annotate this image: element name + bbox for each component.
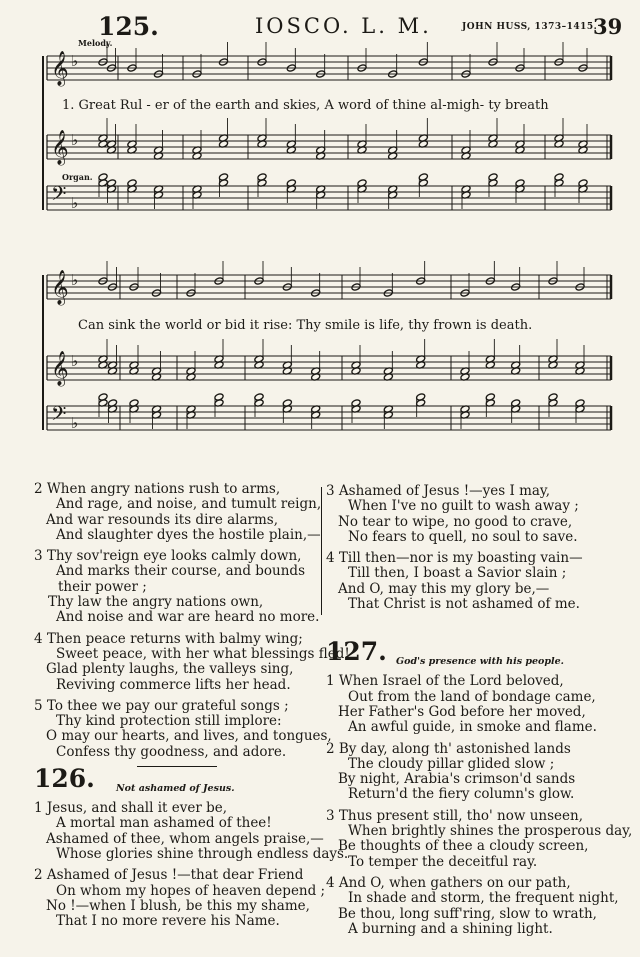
verse-text: Jesus, and shall it ever be, — [46, 800, 228, 817]
left-column — [34, 481, 350, 935]
flat-icon: ♭ — [71, 131, 79, 149]
section-divider — [137, 766, 217, 767]
verse-number: 1 — [34, 800, 47, 817]
flat-icon: ♭ — [71, 271, 79, 289]
verse-line — [326, 705, 626, 720]
hymn-127-heading — [326, 637, 626, 674]
hymn-126-title: Not ashamed of Jesus. — [116, 783, 235, 795]
verse-line — [34, 914, 319, 929]
verse-text: An awful guide, in smoke and flame. — [348, 719, 597, 736]
verse-line — [326, 566, 626, 581]
verse-text: Confess thy goodness, and adore. — [56, 743, 287, 760]
verse-line — [326, 876, 626, 891]
page-number: 39 — [593, 14, 623, 39]
verse-line — [326, 484, 626, 499]
verse-line — [34, 899, 319, 914]
verse-text: Ashamed of thee, whom angels praise,— — [46, 830, 324, 847]
verse-line — [34, 549, 319, 564]
verse-text: Ashamed of Jesus !—that dear Friend — [46, 867, 304, 884]
verse-text: By day, along th' astonished lands — [338, 740, 571, 757]
verse-text: By night, Arabia's crimson'd sands — [338, 771, 576, 788]
flat-icon: ♭ — [71, 414, 79, 432]
verse-text: Reviving commerce lifts her head. — [56, 676, 291, 693]
verse-number: 3 — [34, 548, 47, 565]
verse — [34, 867, 326, 930]
column-divider — [321, 487, 322, 615]
verse-text: Glad plenty laughs, the valleys sing, — [46, 661, 294, 678]
right-column — [326, 483, 633, 943]
verse-text: Till then—nor is my boasting vain— — [338, 550, 583, 567]
verse-text: O may our hearts, and lives, and tongues, — [46, 728, 332, 745]
verse-line — [34, 816, 319, 831]
melody-label: Melody. — [78, 38, 113, 48]
verse — [34, 800, 349, 862]
verse — [326, 551, 626, 612]
hymn-127-title: God's presence with his people. — [396, 656, 564, 668]
verse-text: That I no more revere his Name. — [56, 913, 280, 930]
verse-text: On whom my hopes of heaven depend ; — [56, 882, 326, 899]
verse-text: A burning and a shining light. — [348, 920, 553, 937]
verse-text: Then peace returns with balmy wing; — [46, 630, 303, 647]
verse-number: 4 — [326, 874, 339, 891]
verse-text: Out from the land of bondage came, — [348, 688, 596, 705]
verse — [326, 742, 626, 803]
verse-text: No tear to wipe, no good to crave, — [338, 513, 573, 530]
system1-lyrics: 1. Great Rul - er of the earth and skies, A word of thine al-migh- ty breath — [62, 98, 549, 113]
verse-text: Be thoughts of thee a cloudy screen, — [338, 838, 589, 855]
verse-line — [34, 496, 322, 513]
verse-text: Return'd the fiery column's glow. — [348, 786, 575, 803]
verse-text: When Israel of the Lord beloved, — [338, 673, 564, 690]
hymn-126-verses-right — [326, 484, 626, 612]
verse-number: 2 — [34, 481, 47, 497]
system2-lyrics: Can sink the world or bid it rise: Thy smile is life, thy frown is death. — [78, 318, 533, 333]
verse — [34, 549, 319, 625]
flat-icon: ♭ — [71, 194, 79, 212]
verse-text: And slaughter dyes the hostile plain,— — [56, 526, 321, 543]
bass-clef-icon: 𝄢 — [51, 182, 67, 210]
verse-text: And war resounds its dire alarms, — [46, 511, 279, 528]
verse-line — [326, 499, 626, 514]
verse-text: When brightly shines the prosperous day, — [348, 823, 633, 840]
verse-line — [326, 515, 626, 530]
verse-line — [326, 757, 626, 772]
verse — [34, 481, 322, 543]
verse-text: No fears to quell, no soul to save. — [348, 528, 578, 545]
verse-line — [34, 528, 319, 543]
verse-line — [34, 714, 319, 729]
verse-number: 3 — [326, 483, 339, 499]
verse-number: 4 — [34, 630, 47, 647]
verse-line — [326, 582, 626, 597]
verse-text: Thy law the angry nations own, — [48, 594, 264, 611]
verse-line — [326, 823, 633, 840]
verse-line — [326, 551, 626, 566]
music-score — [0, 0, 640, 470]
verse-line — [326, 597, 626, 612]
tune-name: IOSCO. L. M. — [255, 14, 432, 38]
verse-text: And O, when gathers on our path, — [338, 874, 571, 891]
treble-clef-icon: 𝄞 — [51, 270, 69, 305]
verse-text: The cloudy pillar glided slow ; — [348, 755, 555, 772]
verse-text: When I've no guilt to wash away ; — [348, 498, 579, 515]
verse-text: In shade and storm, the frequent night, — [348, 890, 619, 907]
verse-line — [326, 809, 626, 824]
verse-line — [326, 690, 626, 705]
verse-text: Sweet peace, with her what blessings fled! — [56, 645, 350, 662]
verse-line — [326, 839, 626, 854]
verse-text: Thus present still, tho' now unseen, — [338, 807, 584, 824]
verse-text: And noise and war are heard no more. — [56, 609, 320, 626]
hymn-125-verses — [34, 481, 350, 760]
verse-line — [34, 595, 319, 610]
verse-text: And rage, and noise, and tumult reign, — [56, 496, 322, 513]
verse-line — [326, 530, 626, 545]
verse-number: 4 — [326, 550, 339, 567]
verse-number: 3 — [326, 807, 339, 824]
flat-icon: ♭ — [71, 352, 79, 370]
hymn-number: 125. — [98, 12, 159, 41]
verse-text: Her Father's God before her moved, — [338, 703, 586, 720]
verse-line — [326, 742, 626, 757]
verse-line — [34, 830, 324, 847]
verse-line — [326, 907, 626, 922]
verse — [34, 697, 332, 760]
composer: JOHN HUSS, 1373–1415. — [462, 22, 598, 32]
hymn-126-heading — [34, 764, 319, 801]
verse-text: When angry nations rush to arms, — [46, 481, 281, 497]
verse-number: 2 — [326, 740, 339, 757]
verse-number: 1 — [326, 673, 339, 690]
verse — [326, 807, 633, 870]
verse-line — [34, 728, 332, 745]
verse-text: And marks their course, and bounds — [56, 563, 305, 580]
verse-line — [326, 891, 626, 906]
verse-text: A mortal man ashamed of thee! — [56, 815, 272, 832]
hymn-127-verses — [326, 673, 633, 937]
verse-text: And O, may this my glory be,— — [338, 580, 550, 597]
hymn-126-number: 126. — [34, 764, 95, 794]
verse — [326, 674, 626, 735]
bass-clef-icon: 𝄢 — [51, 402, 67, 430]
verse-line — [326, 855, 626, 870]
verse — [326, 484, 626, 545]
verse-line — [34, 662, 319, 677]
verse-text: That Christ is not ashamed of me. — [348, 596, 580, 613]
verse-text: To temper the deceitful ray. — [348, 853, 538, 870]
verse-number: 2 — [34, 867, 47, 884]
verse — [34, 630, 350, 693]
verse-line — [326, 720, 626, 735]
verse-text: Till then, I boast a Savior slain ; — [348, 565, 567, 582]
verse-line — [34, 801, 319, 816]
verse-text: No !—when I blush, be this my shame, — [46, 897, 310, 914]
verse-line — [34, 513, 319, 528]
treble-clef-icon: 𝄞 — [51, 351, 69, 386]
treble-clef-icon: 𝄞 — [51, 51, 69, 86]
verse-line — [34, 632, 319, 647]
hymn-126-verses-left — [34, 800, 349, 930]
hymn-127-number: 127. — [326, 637, 387, 667]
verse-line — [34, 699, 319, 714]
verse-text: Whose glories shine through endless days. — [56, 845, 349, 862]
verse-line — [34, 580, 319, 595]
verse-text: their power ; — [58, 578, 147, 595]
verse-line — [326, 772, 626, 787]
verse-line — [34, 610, 319, 625]
verse-line — [326, 922, 626, 937]
verse-text: Thy kind protection still implore: — [56, 713, 282, 730]
verse-line — [326, 674, 626, 689]
verse-line — [34, 745, 319, 760]
treble-clef-icon: 𝄞 — [51, 130, 69, 165]
verse-line — [326, 787, 626, 802]
verse-line — [34, 845, 349, 862]
verse — [326, 876, 626, 937]
verse-line — [34, 678, 319, 693]
verse-line — [34, 482, 319, 497]
organ-label: Organ. — [62, 172, 93, 182]
verse-number: 5 — [34, 697, 47, 714]
verse-text: To thee we pay our grateful songs ; — [46, 697, 289, 714]
verse-line — [34, 882, 326, 899]
verse-text: Be thou, long suff'ring, slow to wrath, — [338, 905, 597, 922]
verse-line — [34, 868, 319, 883]
flat-icon: ♭ — [71, 52, 79, 70]
verse-text: Ashamed of Jesus !—yes I may, — [338, 483, 551, 499]
verse-text: Thy sov'reign eye looks calmly down, — [46, 548, 302, 565]
verse-line — [34, 645, 350, 662]
verse-line — [34, 564, 319, 579]
